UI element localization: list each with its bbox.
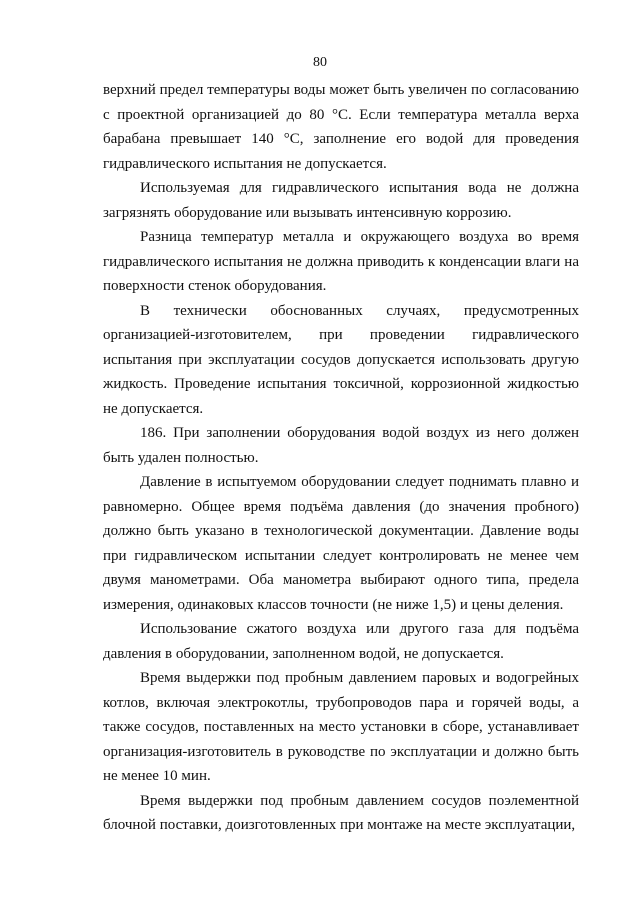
paragraph: Разница температур металла и окружающего воздуха во время гидравлического испытания не должна приводить к конденсации влаги на поверхности стенок оборудования. (103, 229, 579, 294)
page-body (103, 78, 579, 838)
paragraph-clause-186: 186. При заполнении оборудования водой воздух из него должен быть удален полностью. (103, 425, 579, 466)
paragraph-truncated: Время выдержки под пробным давлением сосудов поэлементной блочной поставки, доизготовленных при монтаже на месте эксплуатации, (103, 792, 579, 833)
paragraph: Используемая для гидравлического испытания вода не должна загрязнять оборудование или вызывать интенсивную коррозию. (103, 180, 579, 221)
paragraph: Время выдержки под пробным давлением паровых и водогрейных котлов, включая электрокотлы, трубопроводов пара и горячей воды, а также сосудов, поставленных на место установки в сборе, устанавливает организация-изготовитель в руководстве по эксплуатации и должно быть не менее 10 мин. (103, 670, 579, 784)
paragraph-continuation: верхний предел температуры воды может быть увеличен по согласованию с проектной организацией до 80 °С. Если температура металла верха барабана превышает 140 °С, заполнение его водой для проведения гидравлического испытания не допускается. (103, 82, 579, 172)
paragraph: В технически обоснованных случаях, предусмотренных организацией-изготовителем, при проведении гидравлического испытания при эксплуатации сосудов допускается использовать другую жидкость. Проведение испытания токсичной, коррозионной жидкостью не допускается. (103, 302, 579, 417)
page-number: 80 (313, 55, 327, 70)
paragraph: Давление в испытуемом оборудовании следует поднимать плавно и равномерно. Общее время подъёма давления (до значения пробного) должно быть указано в технологической документации. Давление воды при гидравлическом испытании следует контролировать не менее чем двумя манометрами. Оба манометра выбирают одного типа, предела измерения, одинаковых классов точности (не ниже 1,5) и цены деления. (103, 474, 579, 613)
paragraph: Использование сжатого воздуха или другого газа для подъёма давления в оборудовании, заполненном водой, не допускается. (103, 621, 579, 662)
